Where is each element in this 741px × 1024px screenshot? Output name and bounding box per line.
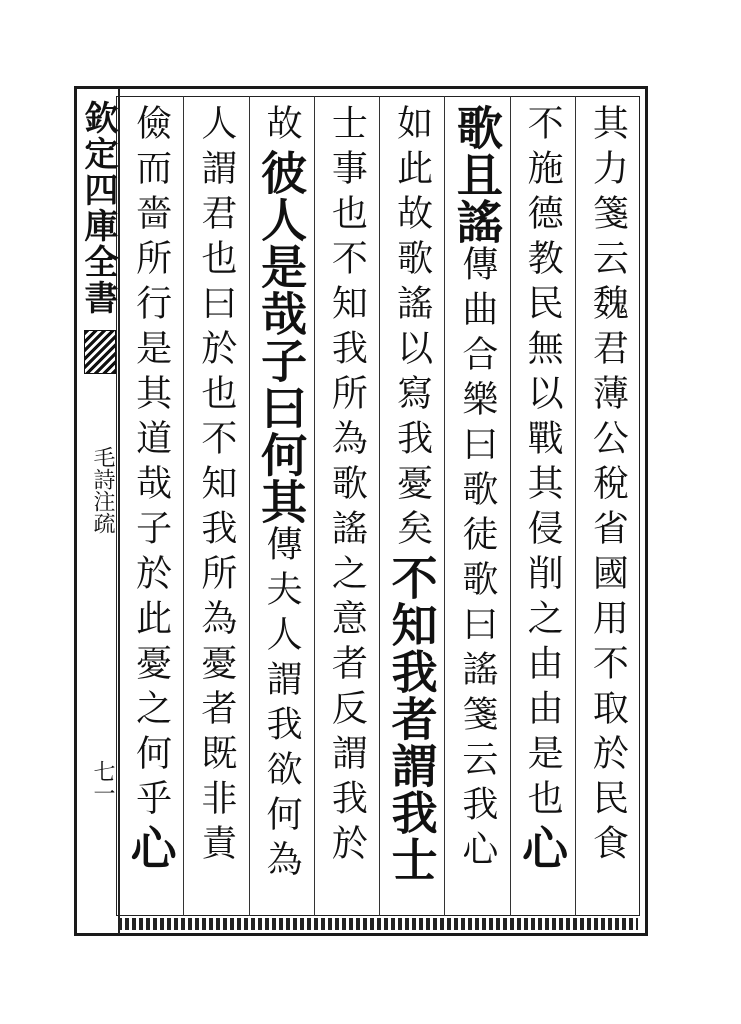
edge-book-title: 毛詩注疏	[90, 446, 115, 534]
text-column	[185, 104, 247, 912]
commentary-text: 不施德教民無以戰其侵削之由由是也	[522, 104, 564, 824]
verse-text: 彼人是哉子曰何其	[254, 149, 309, 525]
text-column	[511, 104, 573, 912]
commentary-text: 故	[261, 104, 303, 149]
verse-text: 心	[123, 824, 178, 871]
edge-title: 欽定四庫全書	[78, 100, 118, 316]
commentary-text: 傳曲合樂曰歌徒歌曰謠箋云我心	[456, 245, 498, 875]
commentary-text: 其力箋云魏君薄公稅省國用不取於民食	[587, 104, 629, 869]
commentary-text: 如此故歌謠以寫我憂矣	[391, 104, 433, 554]
verse-text: 不知我者謂我士	[384, 554, 439, 883]
bottom-border	[118, 918, 638, 930]
edge-page-number: 七一	[90, 760, 115, 804]
commentary-text: 士事也不知我所為歌謠之意者反謂我於	[326, 104, 368, 869]
text-column	[446, 104, 508, 912]
commentary-text: 傳夫人謂我欲何為	[261, 525, 303, 885]
verse-text: 心	[515, 824, 570, 871]
fishtail-mark-icon	[84, 330, 116, 374]
verse-text: 歌且謠	[449, 104, 504, 245]
text-column	[576, 104, 638, 912]
commentary-text: 人謂君也曰於也不知我所為憂者既非責	[195, 104, 237, 869]
text-column	[250, 104, 312, 912]
text-column	[381, 104, 443, 912]
commentary-text: 儉而嗇所行是其道哉子於此憂之何乎	[130, 104, 172, 824]
text-column	[315, 104, 377, 912]
text-column	[120, 104, 182, 912]
